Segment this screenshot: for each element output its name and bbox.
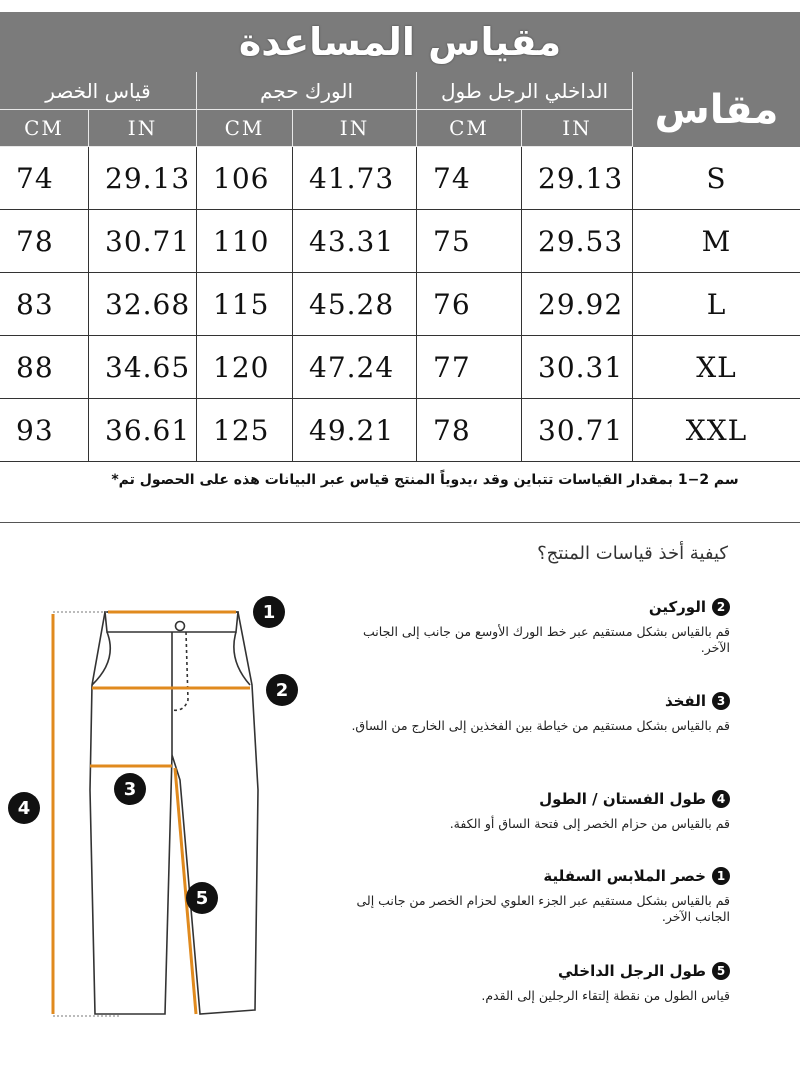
size-cell: M bbox=[701, 225, 732, 258]
guide-item-waist bbox=[350, 867, 730, 925]
header-inseam: الداخلي الرجل طول bbox=[417, 72, 633, 110]
measurement-note: سم 2−1 بمقدار القياسات تتباين وقد ،يدوياً المنتج قياس عبر البيانات هذه على الحصول تم* bbox=[111, 472, 739, 488]
value-cell: 47.24 bbox=[293, 336, 417, 399]
value-cell: 45.28 bbox=[293, 273, 417, 336]
callout-5: 5 bbox=[186, 882, 218, 914]
guide-heading: الوركين bbox=[648, 598, 706, 616]
value-cell: 75 bbox=[417, 210, 522, 273]
guide-desc: قم بالقياس بشكل مستقيم عبر الجزء العلوي لحزام الخصر من جانب إلى الجانب الآخر. bbox=[356, 893, 730, 924]
pants-outline bbox=[90, 612, 258, 1014]
header-waist: قياس الخصر bbox=[0, 72, 197, 110]
guide-item-length bbox=[350, 790, 730, 832]
pants-diagram bbox=[0, 590, 320, 1030]
guide-heading: الفخذ bbox=[664, 692, 706, 710]
value-cell: 74 bbox=[417, 147, 522, 210]
unit-cm: CM bbox=[417, 110, 522, 147]
value-cell: 41.73 bbox=[293, 147, 417, 210]
header-hip: الورك حجم bbox=[197, 72, 417, 110]
guide-item-hips bbox=[350, 598, 730, 656]
value-cell: 76 bbox=[417, 273, 522, 336]
table-row bbox=[0, 399, 800, 462]
unit-cm: CM bbox=[0, 110, 89, 147]
guide-item-inseam bbox=[350, 962, 730, 1004]
unit-in: IN bbox=[293, 110, 417, 147]
callout-2: 2 bbox=[266, 674, 298, 706]
size-cell: L bbox=[706, 288, 727, 321]
value-cell: 29.53 bbox=[522, 210, 633, 273]
size-cell: XXL bbox=[685, 414, 748, 447]
value-cell: 77 bbox=[417, 336, 522, 399]
value-cell: 29.92 bbox=[522, 273, 633, 336]
guide-heading: خصر الملابس السفلية bbox=[543, 867, 706, 885]
table-row bbox=[0, 273, 800, 336]
value-cell: 36.61 bbox=[89, 399, 197, 462]
value-cell: 30.31 bbox=[522, 336, 633, 399]
unit-in: IN bbox=[89, 110, 197, 147]
header-size: مقاس bbox=[633, 72, 800, 147]
guide-desc: قم بالقياس بشكل مستقيم عبر خط الورك الأوسع من جانب إلى الجانب الآخر. bbox=[363, 624, 730, 655]
guide-heading: طول الرجل الداخلي bbox=[558, 962, 706, 980]
guide-item-thigh bbox=[350, 692, 730, 734]
value-cell: 78 bbox=[0, 210, 89, 273]
value-cell: 29.13 bbox=[522, 147, 633, 210]
callout-4: 4 bbox=[8, 792, 40, 824]
pocket-left bbox=[92, 632, 110, 685]
value-cell: 30.71 bbox=[522, 399, 633, 462]
value-cell: 30.71 bbox=[89, 210, 197, 273]
guide-title: كيفية أخذ قياسات المنتج؟ bbox=[537, 543, 728, 564]
unit-in: IN bbox=[522, 110, 633, 147]
unit-cm: CM bbox=[197, 110, 293, 147]
waistband bbox=[105, 612, 238, 632]
value-cell: 120 bbox=[197, 336, 293, 399]
number-badge: 5 bbox=[712, 962, 730, 980]
guide-desc: قم بالقياس بشكل مستقيم من خياطة بين الفخذين إلى الخارج من الساق. bbox=[351, 718, 730, 733]
value-cell: 106 bbox=[197, 147, 293, 210]
value-cell: 43.31 bbox=[293, 210, 417, 273]
size-cell: S bbox=[706, 162, 727, 195]
value-cell: 34.65 bbox=[89, 336, 197, 399]
size-cell: XL bbox=[696, 351, 737, 384]
table-row bbox=[0, 336, 800, 399]
fly-stitch bbox=[172, 632, 188, 710]
number-badge: 3 bbox=[712, 692, 730, 710]
divider bbox=[0, 522, 800, 523]
number-badge: 2 bbox=[712, 598, 730, 616]
value-cell: 88 bbox=[0, 336, 89, 399]
value-cell: 110 bbox=[197, 210, 293, 273]
value-cell: 93 bbox=[0, 399, 89, 462]
number-badge: 1 bbox=[712, 867, 730, 885]
guide-heading: طول الفستان / الطول bbox=[539, 790, 706, 808]
value-cell: 78 bbox=[417, 399, 522, 462]
callout-3: 3 bbox=[114, 773, 146, 805]
value-cell: 29.13 bbox=[89, 147, 197, 210]
value-cell: 32.68 bbox=[89, 273, 197, 336]
value-cell: 125 bbox=[197, 399, 293, 462]
table-row bbox=[0, 210, 800, 273]
button bbox=[176, 622, 185, 631]
value-cell: 49.21 bbox=[293, 399, 417, 462]
table-row bbox=[0, 147, 800, 210]
callout-1: 1 bbox=[253, 596, 285, 628]
guide-desc: قياس الطول من نقطة إلتقاء الرجلين إلى القدم. bbox=[481, 988, 730, 1003]
value-cell: 74 bbox=[0, 147, 89, 210]
value-cell: 83 bbox=[0, 273, 89, 336]
number-badge: 4 bbox=[712, 790, 730, 808]
guide-desc: قم بالقياس من حزام الخصر إلى فتحة الساق أو الكفة. bbox=[449, 816, 730, 831]
chart-title: مقياس المساعدة bbox=[0, 12, 800, 72]
value-cell: 115 bbox=[197, 273, 293, 336]
